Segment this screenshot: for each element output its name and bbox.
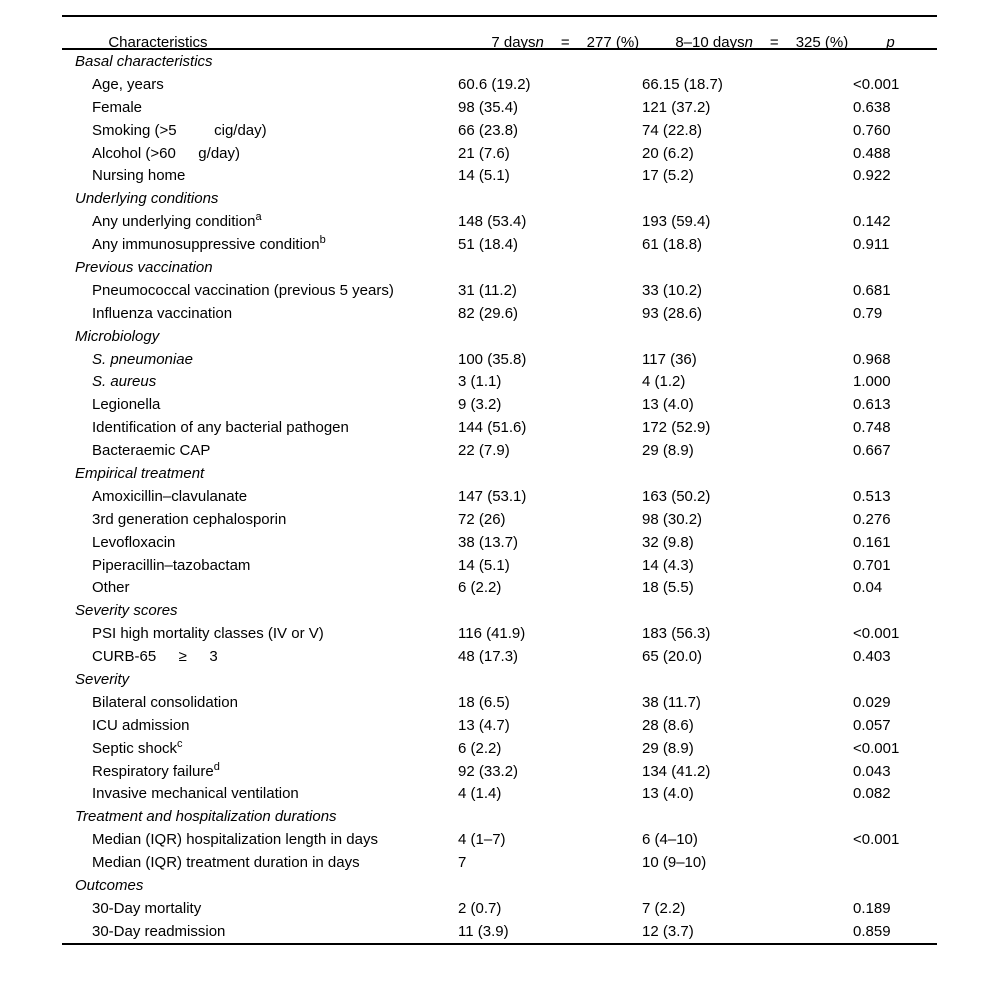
value-8-10days: 10 (9–10) [642, 854, 707, 872]
row-label-text: PSI high mortality classes (IV or V) [92, 625, 324, 643]
row-label-text: Invasive mechanical ventilation [92, 785, 299, 803]
row-label-text: Piperacillin–tazobactam [92, 556, 251, 574]
value-8-10days: 6 (4–10) [642, 831, 698, 849]
section-title: Outcomes [75, 877, 144, 894]
row-label-text: 30-Day mortality [92, 899, 202, 917]
column-header-p [853, 17, 937, 68]
table-row [62, 302, 937, 325]
value-7days: 98 (35.4) [458, 98, 519, 116]
p-value: 0.701 [853, 556, 891, 574]
table-row [62, 233, 937, 256]
p-value: 0.189 [853, 899, 891, 917]
table-row [62, 279, 937, 302]
row-label [62, 76, 458, 93]
value-8-10days: 117 (36) [642, 350, 697, 368]
group2-eq: = [769, 34, 779, 51]
row-label-text: Smoking (>5 cig/day) [92, 121, 267, 139]
value-7days: 147 (53.1) [458, 487, 527, 505]
table-row [62, 393, 937, 416]
group1-eq: = [560, 34, 570, 51]
p-header-label: p [886, 34, 895, 51]
group1-count: 277 (%) [586, 34, 640, 51]
row-label [62, 236, 458, 253]
column-header-8-10days [642, 17, 853, 68]
value-8-10days: 13 (4.0) [642, 396, 694, 414]
p-value: <0.001 [853, 75, 900, 93]
row-label-text: CURB-65 ≥ 3 [92, 648, 218, 666]
footnote-marker: c [177, 737, 183, 750]
value-7days: 51 (18.4) [458, 236, 519, 254]
row-label [62, 923, 458, 940]
row-label [62, 785, 458, 802]
value-8-10days: 7 (2.2) [642, 899, 686, 917]
value-8-10days: 93 (28.6) [642, 304, 703, 322]
value-8-10days: 12 (3.7) [642, 922, 694, 940]
row-label-text: Median (IQR) treatment duration in days [92, 854, 360, 872]
value-8-10days: 14 (4.3) [642, 556, 694, 574]
row-label-text: Septic shock [92, 739, 178, 757]
p-value: 0.760 [853, 121, 891, 139]
row-label [62, 694, 458, 711]
row-label [62, 419, 458, 436]
row-label [62, 167, 458, 184]
value-8-10days: 98 (30.2) [642, 510, 703, 528]
column-header-7days [458, 17, 642, 68]
value-7days: 100 (35.8) [458, 350, 527, 368]
p-value: 0.667 [853, 442, 891, 460]
value-8-10days: 32 (9.8) [642, 533, 694, 551]
p-value: <0.001 [853, 831, 900, 849]
group2-n: n [744, 34, 753, 51]
table-row [62, 714, 937, 737]
value-8-10days: 163 (50.2) [642, 487, 711, 505]
p-value: 0.79 [853, 304, 883, 322]
row-label [62, 305, 458, 322]
row-label-text: Nursing home [92, 167, 186, 185]
value-8-10days: 61 (18.8) [642, 236, 703, 254]
p-value: 0.748 [853, 419, 891, 437]
row-label [62, 831, 458, 848]
table-row [62, 210, 937, 233]
p-value: 0.513 [853, 487, 891, 505]
row-label [62, 145, 458, 162]
value-8-10days: 13 (4.0) [642, 785, 694, 803]
p-value: 0.681 [853, 281, 891, 299]
row-label-text: S. pneumoniae [92, 350, 193, 368]
row-label [62, 579, 458, 596]
value-7days: 144 (51.6) [458, 419, 527, 437]
value-7days: 72 (26) [458, 510, 506, 528]
row-label-text: Identification of any bacterial pathogen [92, 419, 349, 437]
value-7days: 38 (13.7) [458, 533, 519, 551]
table-row [62, 897, 937, 920]
value-7days: 11 (3.9) [458, 922, 509, 940]
group2-count: 325 (%) [795, 34, 849, 51]
table-row [62, 164, 937, 187]
p-value: 0.613 [853, 396, 891, 414]
table-row [62, 73, 937, 96]
table-row [62, 508, 937, 531]
row-label-text: S. aureus [92, 373, 157, 391]
value-8-10days: 4 (1.2) [642, 373, 686, 391]
characteristics-table [62, 15, 937, 945]
table-row [62, 96, 937, 119]
value-8-10days: 33 (10.2) [642, 281, 703, 299]
value-8-10days: 134 (41.2) [642, 762, 711, 780]
value-8-10days: 74 (22.8) [642, 121, 703, 139]
value-8-10days: 66.15 (18.7) [642, 75, 723, 93]
row-label [62, 351, 458, 368]
row-label [62, 557, 458, 574]
value-7days: 6 (2.2) [458, 579, 502, 597]
row-label [62, 737, 458, 757]
value-7days: 2 (0.7) [458, 899, 502, 917]
column-header-characteristics-label: Characteristics [108, 34, 208, 51]
section-header-row [62, 874, 937, 897]
value-8-10days: 20 (6.2) [642, 144, 694, 162]
row-label [62, 282, 458, 299]
row-label-text: Female [92, 98, 143, 116]
value-7days: 18 (6.5) [458, 693, 510, 711]
section-title: Severity [75, 670, 130, 688]
table-row [62, 920, 937, 943]
section-header-row [62, 325, 937, 348]
value-7days: 82 (29.6) [458, 304, 519, 322]
p-value: 0.057 [853, 716, 891, 734]
row-label [62, 900, 458, 917]
table-row [62, 370, 937, 393]
table-row [62, 645, 937, 668]
section-title: Treatment and hospitalization durations [75, 808, 337, 826]
p-value: 0.859 [853, 922, 891, 940]
footnote-marker: b [319, 234, 326, 247]
table-body [62, 50, 937, 943]
value-8-10days: 17 (5.2) [642, 167, 694, 185]
value-7days: 21 (7.6) [458, 144, 510, 162]
section-header-row [62, 187, 937, 210]
value-8-10days: 38 (11.7) [642, 693, 701, 711]
group2-label: 8–10 days [675, 34, 745, 51]
row-label-text: Levofloxacin [92, 533, 176, 551]
row-label [62, 717, 458, 734]
row-label-text: Amoxicillin–clavulanate [92, 487, 248, 505]
section-title: Previous vaccination [75, 258, 213, 276]
value-7days: 6 (2.2) [458, 739, 502, 757]
row-label-text: Alcohol (>60 g/day) [92, 144, 240, 162]
row-label-text: Respiratory failure [92, 762, 214, 780]
table-row [62, 737, 937, 760]
p-value: 0.082 [853, 785, 891, 803]
table-row [62, 576, 937, 599]
table-row [62, 851, 937, 874]
table-row [62, 554, 937, 577]
value-7days: 116 (41.9) [458, 625, 526, 643]
row-label [62, 511, 458, 528]
p-value: 0.403 [853, 648, 891, 666]
value-7days: 22 (7.9) [458, 442, 510, 460]
p-value: 1.000 [853, 373, 891, 391]
value-8-10days: 172 (52.9) [642, 419, 711, 437]
section-title: Severity scores [75, 602, 178, 620]
row-label [62, 854, 458, 871]
row-label-text: 3rd generation cephalosporin [92, 510, 287, 528]
footnote-marker: a [255, 211, 262, 224]
table-row [62, 783, 937, 806]
table-bottom-rule [62, 943, 937, 945]
p-value: 0.488 [853, 144, 891, 162]
table-row [62, 760, 937, 783]
table-row [62, 416, 937, 439]
row-label-text: Legionella [92, 396, 161, 414]
section-header-row [62, 805, 937, 828]
value-8-10days: 183 (56.3) [642, 625, 711, 643]
value-7days: 13 (4.7) [458, 716, 510, 734]
value-8-10days: 29 (8.9) [642, 739, 694, 757]
row-label-text: Any immunosuppressive condition [92, 236, 320, 254]
row-label [62, 396, 458, 413]
row-label-text: ICU admission [92, 716, 190, 734]
footnote-marker: d [213, 760, 220, 773]
row-label-text: Median (IQR) hospitalization length in days [92, 831, 378, 849]
row-label [62, 122, 458, 139]
table-row [62, 691, 937, 714]
value-8-10days: 65 (20.0) [642, 648, 703, 666]
row-label-text: Age, years [92, 75, 164, 93]
row-label [62, 373, 458, 390]
row-label [62, 625, 458, 642]
p-value: 0.043 [853, 762, 891, 780]
row-label [62, 442, 458, 459]
p-value: 0.968 [853, 350, 891, 368]
row-label [62, 648, 458, 665]
section-title: Basal characteristics [75, 52, 213, 70]
table-row [62, 119, 937, 142]
p-value: <0.001 [853, 625, 900, 643]
section-header-row [62, 462, 937, 485]
value-8-10days: 121 (37.2) [642, 98, 711, 116]
table-row [62, 348, 937, 371]
section-title: Empirical treatment [75, 464, 205, 482]
p-value: 0.029 [853, 693, 891, 711]
section-header-row [62, 256, 937, 279]
p-value: 0.04 [853, 579, 883, 597]
p-value: <0.001 [853, 739, 900, 757]
value-8-10days: 28 (8.6) [642, 716, 694, 734]
p-value: 0.922 [853, 167, 891, 185]
row-label-text: Pneumococcal vaccination (previous 5 years) [92, 281, 394, 299]
table-row [62, 142, 937, 165]
row-label-text: 30-Day readmission [92, 922, 226, 940]
value-7days: 14 (5.1) [458, 556, 510, 574]
value-7days: 148 (53.4) [458, 213, 527, 231]
row-label-text: Influenza vaccination [92, 304, 233, 322]
table-row [62, 828, 937, 851]
value-7days: 4 (1.4) [458, 785, 502, 803]
section-title: Microbiology [75, 327, 160, 345]
value-7days: 3 (1.1) [458, 373, 502, 391]
p-value: 0.276 [853, 510, 891, 528]
row-label [62, 99, 458, 116]
section-header-row [62, 668, 937, 691]
value-7days: 66 (23.8) [458, 121, 519, 139]
value-7days: 31 (11.2) [458, 281, 517, 299]
p-value: 0.142 [853, 213, 891, 231]
row-label-text: Any underlying condition [92, 213, 256, 231]
row-label-text: Bacteraemic CAP [92, 442, 211, 460]
row-label [62, 534, 458, 551]
value-7days: 9 (3.2) [458, 396, 502, 414]
table-row [62, 622, 937, 645]
value-7days: 4 (1–7) [458, 831, 506, 849]
table-row [62, 485, 937, 508]
row-label [62, 488, 458, 505]
row-label [62, 760, 458, 780]
section-title: Underlying conditions [75, 190, 219, 208]
value-7days: 7 [458, 854, 467, 872]
value-7days: 60.6 (19.2) [458, 75, 531, 93]
value-8-10days: 29 (8.9) [642, 442, 694, 460]
p-value: 0.638 [853, 98, 891, 116]
value-7days: 14 (5.1) [458, 167, 510, 185]
table-header-row [62, 17, 937, 51]
table-row [62, 531, 937, 554]
value-7days: 48 (17.3) [458, 648, 519, 666]
row-label-text: Other [92, 579, 130, 597]
value-7days: 92 (33.2) [458, 762, 519, 780]
table-row [62, 439, 937, 462]
p-value: 0.161 [853, 533, 891, 551]
group1-n: n [535, 34, 544, 51]
row-label-text: Bilateral consolidation [92, 693, 238, 711]
value-8-10days: 18 (5.5) [642, 579, 694, 597]
p-value: 0.911 [853, 236, 890, 254]
value-8-10days: 193 (59.4) [642, 213, 711, 231]
section-header-row [62, 599, 937, 622]
row-label [62, 213, 458, 230]
group1-label: 7 days [491, 34, 536, 51]
